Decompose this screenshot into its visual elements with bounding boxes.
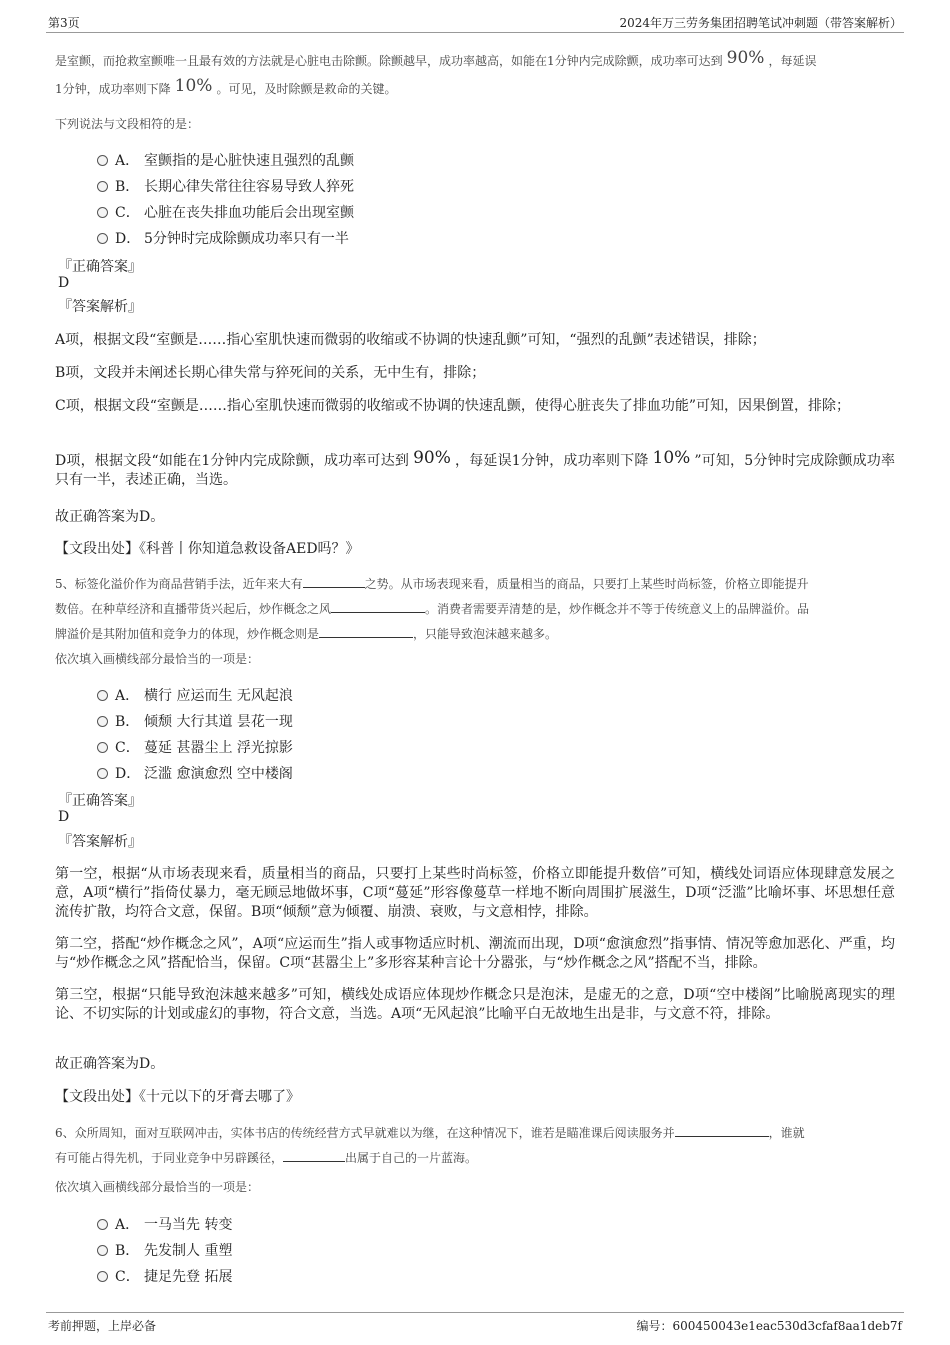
radio-icon[interactable] — [97, 155, 108, 166]
radio-icon[interactable] — [97, 207, 108, 218]
radio-icon[interactable] — [97, 1245, 108, 1256]
page-number: 第3页 — [48, 16, 80, 30]
radio-icon[interactable] — [97, 1271, 108, 1282]
q5-answer-label: 『正确答案』 — [58, 793, 142, 809]
radio-icon[interactable] — [97, 742, 108, 753]
q5-analysis-3: 第三空，根据“只能导致泡沫越来越多”可知，横线处成语应体现炒作概念只是泡沫，是虚无的之意，D项“空中楼阁”比喻脱离现实的理论、不切实际的计划或虚幻的事物，符合文意，当选。A项“无风起浪”比喻平白无故地生出是非，与文意不符，排除。 — [55, 987, 895, 1022]
q5-stem: 5、标签化溢价作为商品营销手法，近年来大有 之势。从市场表现来看，质量相当的商品，只要打上某些时尚标签，价格立即能提升 数倍。在种草经济和直播带货兴起后，炒作概念之风 。消费者需要弄清楚的是，炒作概念并不等于传统意义上的品牌溢价。品 牌溢价是其附加值和竞争力的体现，炒作概念则是 ，只能导致泡沫越来越多。 — [55, 577, 810, 641]
q4-analysis-label: 『答案解析』 — [58, 299, 142, 315]
radio-icon[interactable] — [97, 716, 108, 727]
q5-answer: D — [58, 809, 70, 825]
blank-3 — [319, 625, 413, 638]
q5-source: 【文段出处】《十元以下的牙膏去哪了》 — [55, 1089, 300, 1105]
q4-analysis-d: D项，根据文段“如能在1分钟内完成除颤，成功率可达到 90% ，每延误1分钟，成功率则下降 10% ”可知，5分钟时完成除颤成功率只有一半，表述正确，当选。 — [55, 448, 895, 488]
q4-prompt: 下列说法与文段相符的是： — [55, 117, 200, 131]
percent-10: 10% — [174, 76, 213, 96]
blank-2 — [283, 1149, 345, 1162]
document-id: 编号：600450043e1eac530d3cfaf8aa1deb7f — [636, 1319, 902, 1333]
radio-icon[interactable] — [97, 181, 108, 192]
percent-90: 90% — [726, 48, 765, 68]
q6-prompt: 依次填入画横线部分最恰当的一项是： — [55, 1180, 260, 1194]
page-footer — [46, 1312, 904, 1335]
q4-source: 【文段出处】《科普丨你知道急救设备AED吗？》 — [55, 541, 360, 557]
radio-icon[interactable] — [97, 233, 108, 244]
q5-analysis-label: 『答案解析』 — [58, 834, 142, 850]
q4-conclusion: 故正确答案为D。 — [55, 509, 165, 525]
q4-answer: D — [58, 275, 70, 291]
radio-icon[interactable] — [97, 690, 108, 701]
footer-slogan: 考前押题，上岸必备 — [48, 1319, 157, 1333]
q4-analysis-a: A项，根据文段“室颤是……指心室肌快速而微弱的收缩或不协调的快速乱颤”可知，“强烈的乱颤”表述错误，排除； — [55, 332, 766, 348]
radio-icon[interactable] — [97, 1219, 108, 1230]
q4-analysis-b: B项，文段并未阐述长期心律失常与猝死间的关系，无中生有，排除； — [55, 365, 486, 381]
q4-passage-tail: 是室颤，而抢救室颤唯一且最有效的方法就是心脏电击除颤。除颤越早，成功率越高，如能在1分钟内完成除颤，成功率可达到 90% ，每延误 1分钟，成功率则下降 10% 。可见，及时除颤是救命的关键。 — [55, 48, 817, 96]
page-header — [46, 10, 904, 33]
q5-conclusion: 故正确答案为D。 — [55, 1056, 165, 1072]
q6-stem: 6、众所周知，面对互联网冲击，实体书店的传统经营方式早就难以为继，在这种情况下，谁若是瞄准课后阅读服务并 ，谁就 有可能占得先机，于同业竞争中另辟蹊径， 出属于自己的一片蓝海。 — [55, 1126, 805, 1165]
radio-icon[interactable] — [97, 768, 108, 779]
q5-analysis-2: 第二空，搭配“炒作概念之风”，A项“应运而生”指人或事物适应时机、潮流而出现，D项“愈演愈烈”指事情、情况等愈加恶化、严重，均与“炒作概念之风”搭配恰当，保留。C项“甚嚣尘上”多形容某种言论十分嚣张，与“炒作概念之风”搭配不当，排除。 — [55, 936, 895, 971]
q4-analysis-c: C项，根据文段“室颤是……指心室肌快速而微弱的收缩或不协调的快速乱颤，使得心脏丧失了排血功能”可知，因果倒置，排除； — [55, 398, 851, 414]
percent-10: 10% — [652, 448, 691, 468]
blank-1 — [675, 1124, 769, 1137]
blank-2 — [331, 600, 425, 613]
percent-90: 90% — [413, 448, 451, 468]
q5-prompt: 依次填入画横线部分最恰当的一项是： — [55, 652, 260, 666]
document-title: 2024年万三劳务集团招聘笔试冲刺题（带答案解析） — [619, 16, 902, 30]
blank-1 — [303, 575, 365, 588]
q4-answer-label: 『正确答案』 — [58, 259, 142, 275]
q5-analysis-1: 第一空，根据“从市场表现来看，质量相当的商品，只要打上某些时尚标签，价格立即能提升数倍”可知，横线处词语应体现肆意发展之意，A项“横行”指倚仗暴力，毫无顾忌地做坏事，C项“蔓延”形容像蔓草一样地不断向周围扩展滋生，D项“泛滥”比喻坏事、坏思想任意流传扩散，均符合文意，保留。B项“倾颓”意为倾覆、崩溃、衰败，与文意相悖，排除。 — [55, 866, 895, 920]
